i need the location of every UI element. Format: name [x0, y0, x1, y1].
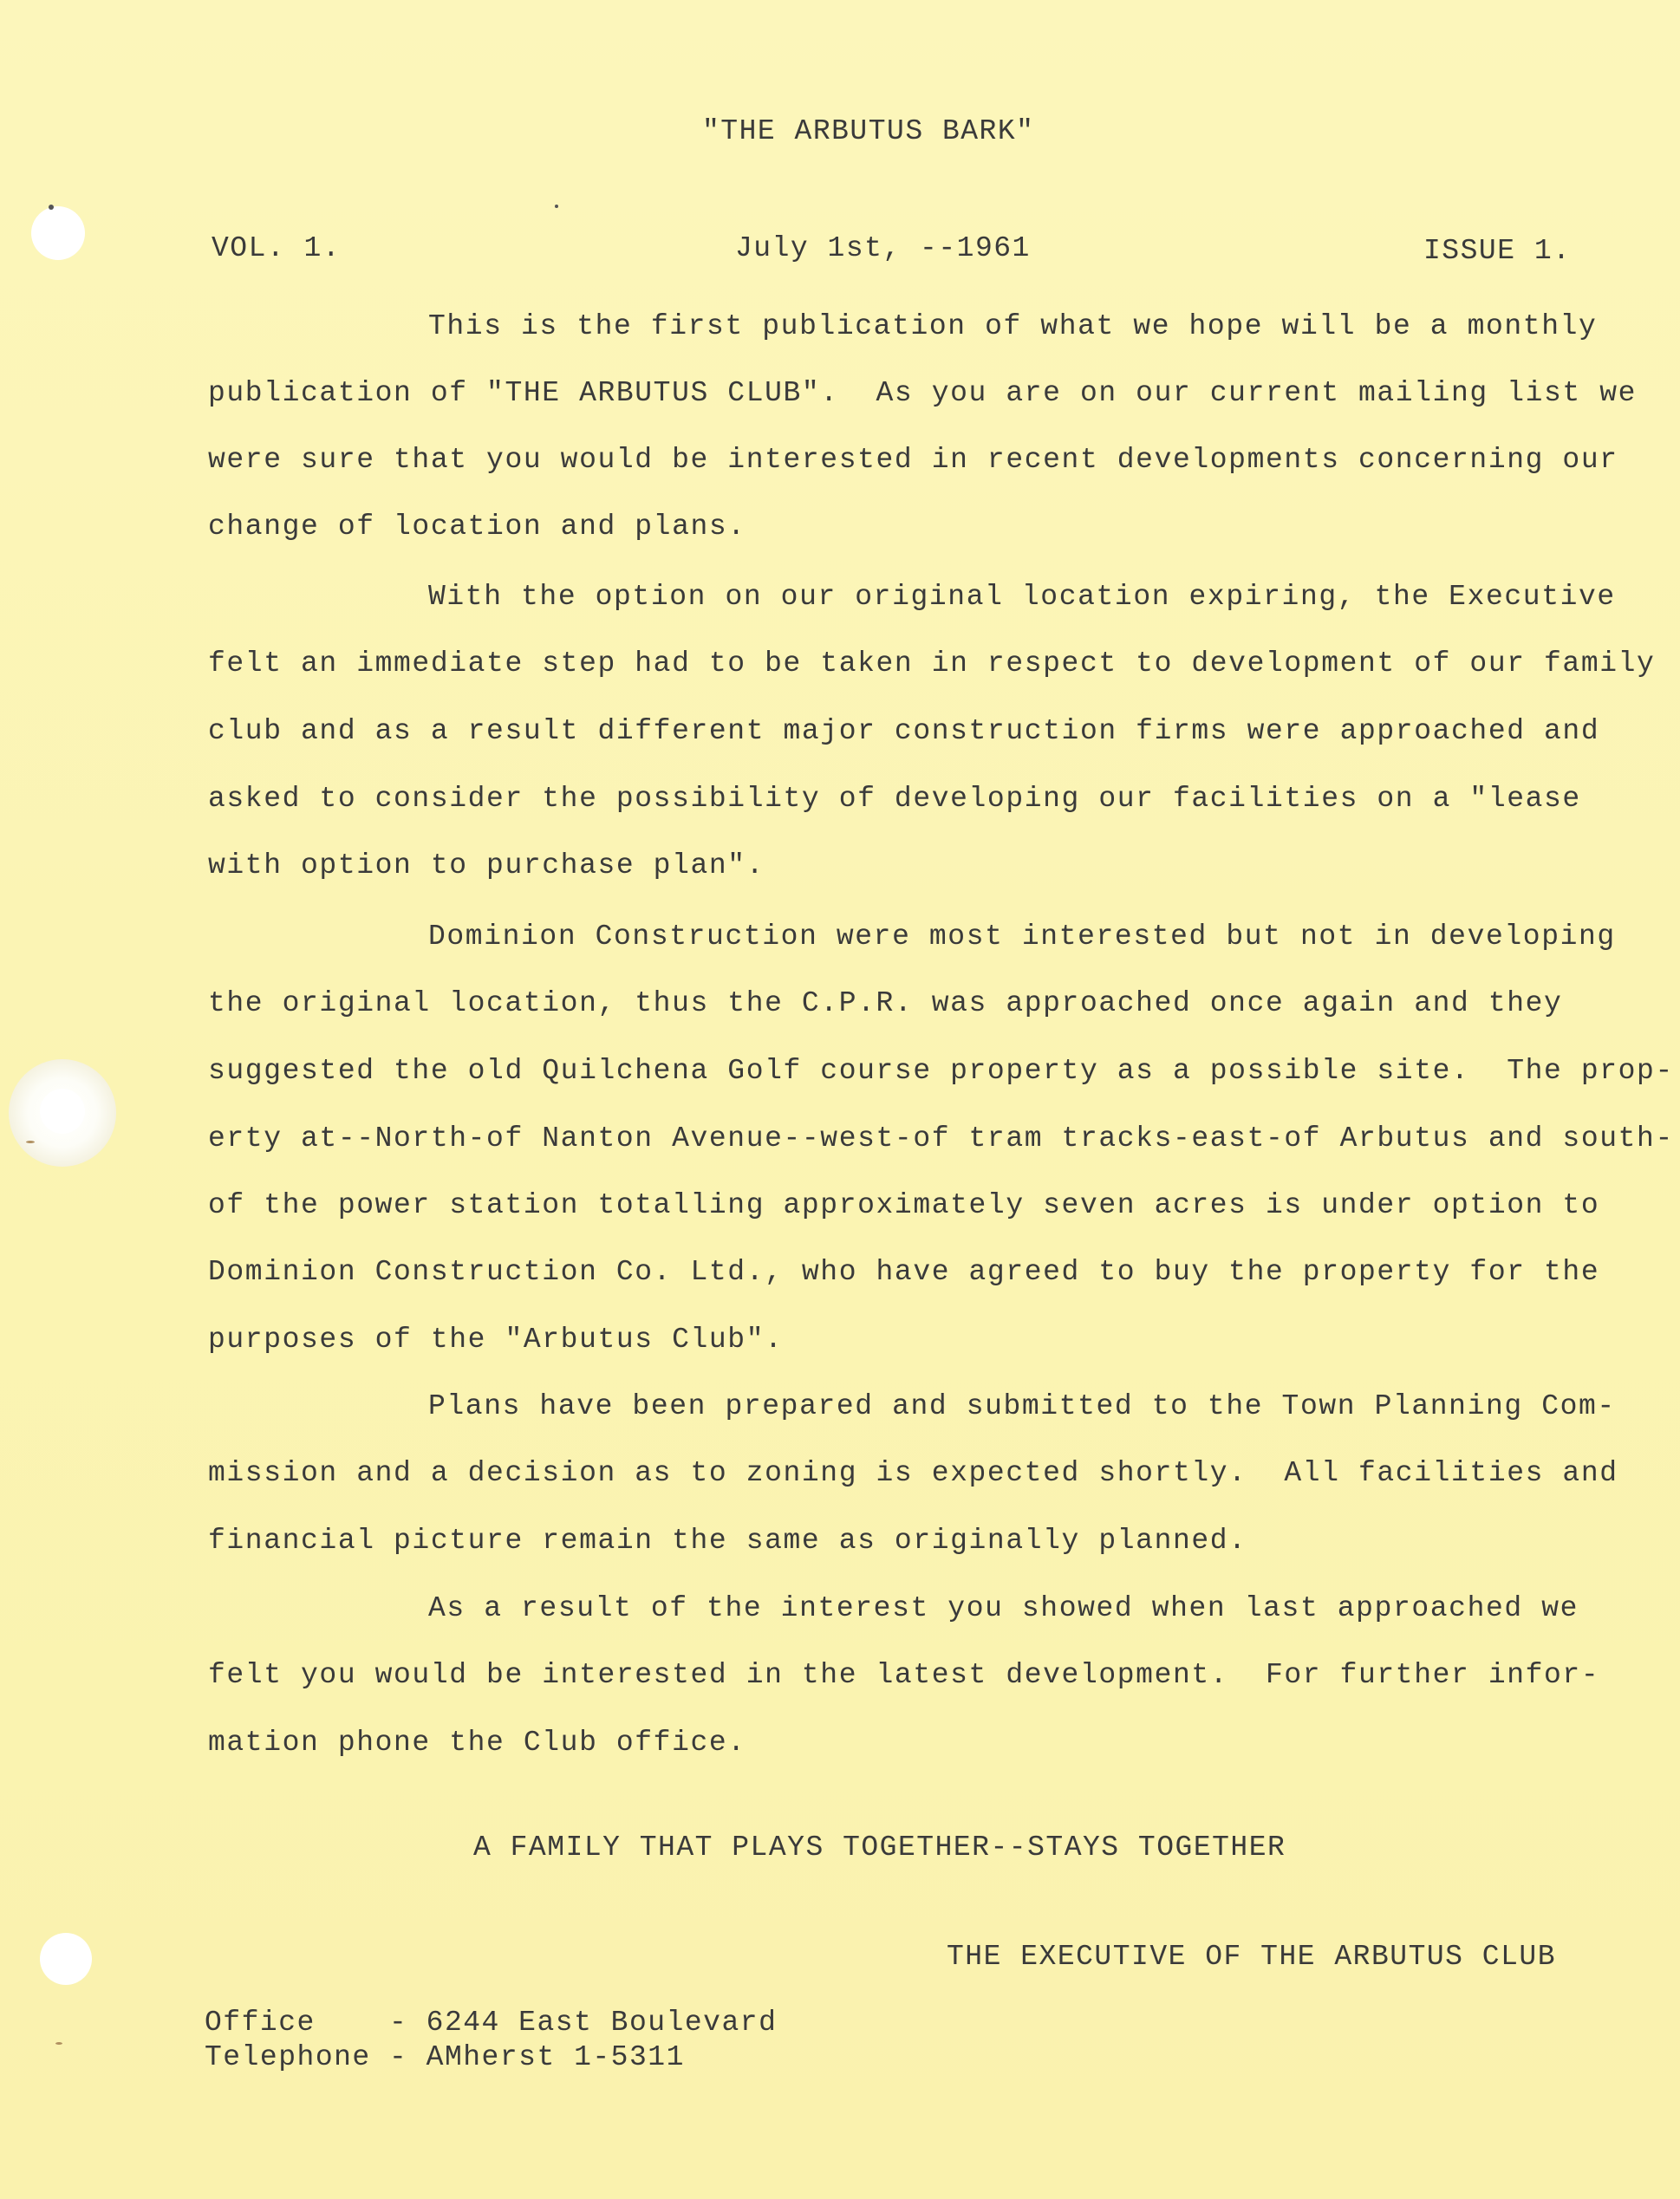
motto: A FAMILY THAT PLAYS TOGETHER--STAYS TOGETHER	[473, 1831, 1286, 1864]
volume-label: VOL. 1.	[212, 232, 342, 264]
punch-hole-top	[31, 206, 85, 260]
body-line: the original location, thus the C.P.R. was approached once again and they	[208, 987, 1563, 1019]
paper-speck	[26, 1141, 35, 1143]
body-line: change of location and plans.	[208, 511, 746, 543]
body-line: mation phone the Club office.	[208, 1727, 746, 1759]
paper-speck	[49, 205, 54, 210]
body-line: of the power station totalling approximately seven acres is under option to	[208, 1189, 1600, 1221]
body-line: publication of "THE ARBUTUS CLUB". As you are on our current mailing list we	[208, 377, 1638, 409]
issue-number: ISSUE 1.	[1423, 235, 1572, 267]
body-line: suggested the old Quilchena Golf course property as a possible site. The prop-	[208, 1055, 1674, 1087]
paper-speck	[55, 2042, 62, 2045]
issue-date: July 1st, --1961	[735, 232, 1031, 264]
body-line: mission and a decision as to zoning is expected shortly. All facilities and	[208, 1457, 1618, 1489]
body-line: This is the first publication of what we hope will be a monthly	[428, 310, 1598, 342]
office-address: Office - 6244 East Boulevard	[205, 2007, 778, 2039]
body-line: erty at--North-of Nanton Avenue--west-of tram tracks-east-of Arbutus and south-	[208, 1122, 1674, 1155]
body-line: Dominion Construction Co. Ltd., who have agreed to buy the property for the	[208, 1256, 1600, 1288]
paper-speck	[555, 205, 558, 208]
body-line: felt you would be interested in the latest development. For further infor-	[208, 1659, 1600, 1691]
punch-hole-middle-center	[40, 1089, 85, 1134]
body-line: asked to consider the possibility of developing our facilities on a "lease	[208, 783, 1581, 815]
body-line: purposes of the "Arbutus Club".	[208, 1324, 784, 1356]
body-line: Plans have been prepared and submitted to the Town Planning Com-	[428, 1390, 1616, 1422]
body-line: financial picture remain the same as originally planned.	[208, 1525, 1247, 1557]
telephone-number: Telephone - AMherst 1-5311	[205, 2041, 685, 2073]
body-line: with option to purchase plan".	[208, 849, 765, 882]
body-line: Dominion Construction were most interested but not in developing	[428, 921, 1616, 953]
body-line: With the option on our original location expiring, the Executive	[428, 581, 1616, 613]
signature-line: THE EXECUTIVE OF THE ARBUTUS CLUB	[947, 1941, 1557, 1973]
newsletter-title: "THE ARBUTUS BARK"	[702, 115, 1035, 147]
body-line: felt an immediate step had to be taken in respect to development of our family	[208, 647, 1656, 680]
body-line: were sure that you would be interested in recent developments concerning our	[208, 444, 1618, 476]
body-line: As a result of the interest you showed when last approached we	[428, 1592, 1579, 1624]
punch-hole-bottom	[40, 1933, 92, 1985]
body-line: club and as a result different major construction firms were approached and	[208, 715, 1600, 747]
